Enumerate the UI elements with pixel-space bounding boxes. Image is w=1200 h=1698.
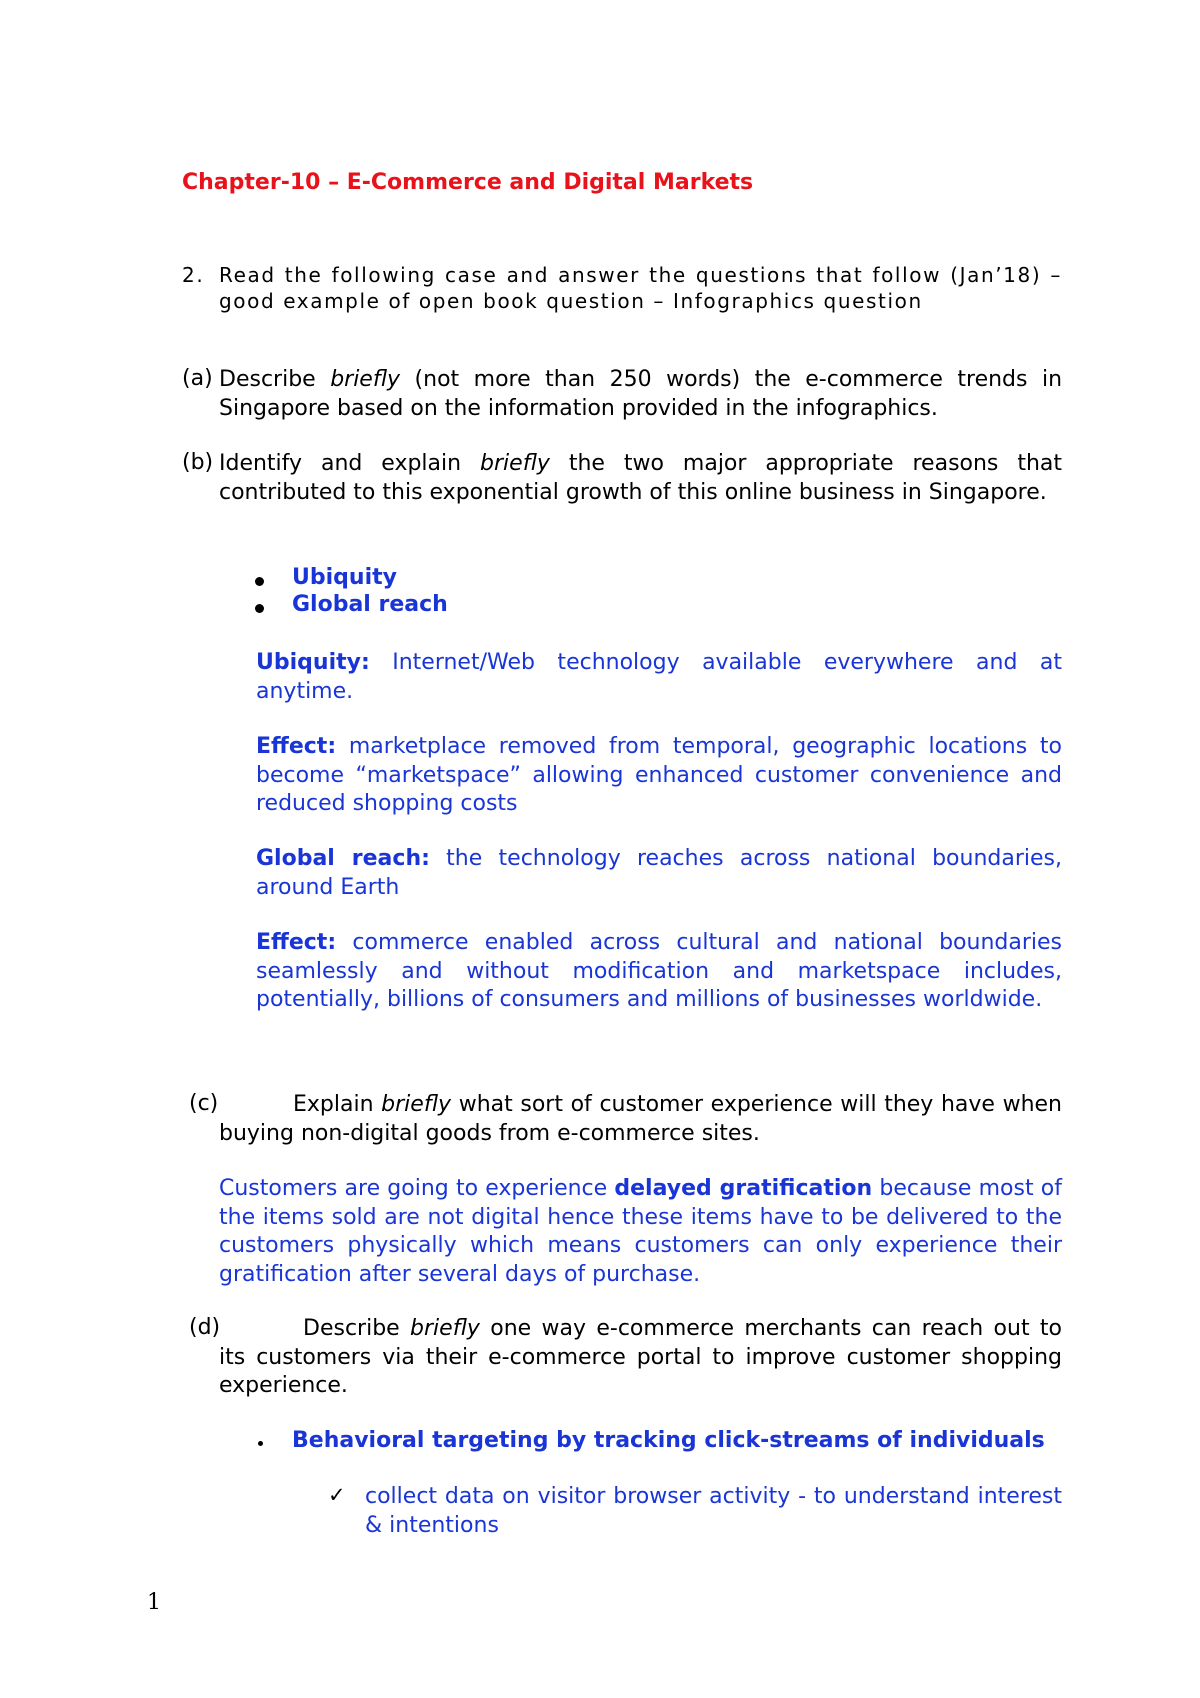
global-reach-heading: Global reach: xyxy=(256,846,430,871)
page-number: 1 xyxy=(147,1590,161,1615)
part-b-emphasis: briefly xyxy=(480,451,550,476)
part-a-pre: Describe xyxy=(219,367,331,392)
effect-2-text: commerce enabled across cultural and national boundaries seamlessly and without modification and marketspace includes, potentially, billions of consumers and millions of businesses worldwide. xyxy=(256,930,1062,1012)
question-2-text xyxy=(219,262,1062,314)
bullet-dot xyxy=(255,577,264,586)
effect-1-heading: Effect: xyxy=(256,734,337,759)
part-d-pre: Describe xyxy=(303,1316,411,1341)
part-c-label: (c) xyxy=(189,1091,219,1116)
part-b-pre: Identify and explain xyxy=(219,451,481,476)
part-a-label: (a) xyxy=(182,366,213,391)
part-a-emphasis: briefly xyxy=(330,367,401,392)
part-d-label: (d) xyxy=(189,1315,221,1340)
bullet-global-reach-text: Global reach xyxy=(292,592,448,617)
bullet-global-reach xyxy=(292,592,448,617)
bullet-ubiquity-text: Ubiquity xyxy=(292,565,397,590)
part-c-answer-pre: Customers are going to experience xyxy=(219,1176,615,1201)
effect-2 xyxy=(256,929,1062,1015)
behavioral-targeting-bullet xyxy=(292,1427,1062,1456)
part-c-post: what sort of customer experience will they have when buying non-digital goods from e-commerce sites. xyxy=(219,1092,1062,1146)
behavioral-targeting-text: Behavioral targeting by tracking click-streams of individuals xyxy=(292,1428,1045,1453)
ubiquity-definition xyxy=(256,649,1062,706)
part-b-post: the two major appropriate reasons that contributed to this exponential growth of this online business in Singapore. xyxy=(219,451,1063,505)
part-a-text xyxy=(219,366,1062,423)
bullet-dot xyxy=(258,1441,263,1446)
part-b-text xyxy=(219,450,1062,507)
part-c-pre: Explain xyxy=(293,1092,382,1117)
bullet-ubiquity xyxy=(292,565,397,590)
collect-data-subpoint: collect data on visitor browser activity - to understand interest & intentions xyxy=(365,1484,1062,1538)
global-reach-text: the technology reaches across national boundaries, around Earth xyxy=(256,846,1062,900)
global-reach-definition xyxy=(256,845,1062,902)
part-c-answer xyxy=(219,1175,1062,1289)
part-d-post: one way e-commerce merchants can reach out to its customers via their e-commerce portal to improve customer shopping experience. xyxy=(219,1316,1062,1398)
part-d-emphasis: briefly xyxy=(410,1316,480,1341)
part-d-text xyxy=(219,1315,1062,1401)
question-2-line2: (Jan’18) – good example of open book question – Infographics question xyxy=(219,263,1062,313)
part-b-label: (b) xyxy=(182,450,214,475)
part-c-answer-post: because most of the items sold are not digital hence these items have to be delivered to the customers physically which means customers can only experience their gratification after several days of purchase. xyxy=(219,1176,1062,1287)
effect-1 xyxy=(256,733,1062,819)
part-a-post: (not more than 250 words) the e-commerce trends in Singapore based on the information provided in the infographics. xyxy=(219,367,1063,421)
part-c-text xyxy=(219,1091,1062,1148)
checkmark-icon: ✓ xyxy=(328,1483,346,1507)
part-c-answer-bold: delayed gratification xyxy=(614,1176,873,1201)
ubiquity-text: Internet/Web technology available everywhere and at anytime. xyxy=(256,650,1062,704)
ubiquity-heading: Ubiquity: xyxy=(256,650,370,675)
question-2-line1: Read the following case and answer the questions that follow xyxy=(219,263,942,287)
part-c-emphasis: briefly xyxy=(381,1092,452,1117)
question-number: 2. xyxy=(182,263,205,287)
effect-2-heading: Effect: xyxy=(256,930,337,955)
bullet-dot xyxy=(255,604,264,613)
effect-1-text: marketplace removed from temporal, geographic locations to become “marketspace” allowing enhanced customer convenience and reduced shopping costs xyxy=(256,734,1062,816)
chapter-title: Chapter-10 – E-Commerce and Digital Markets xyxy=(182,170,754,195)
